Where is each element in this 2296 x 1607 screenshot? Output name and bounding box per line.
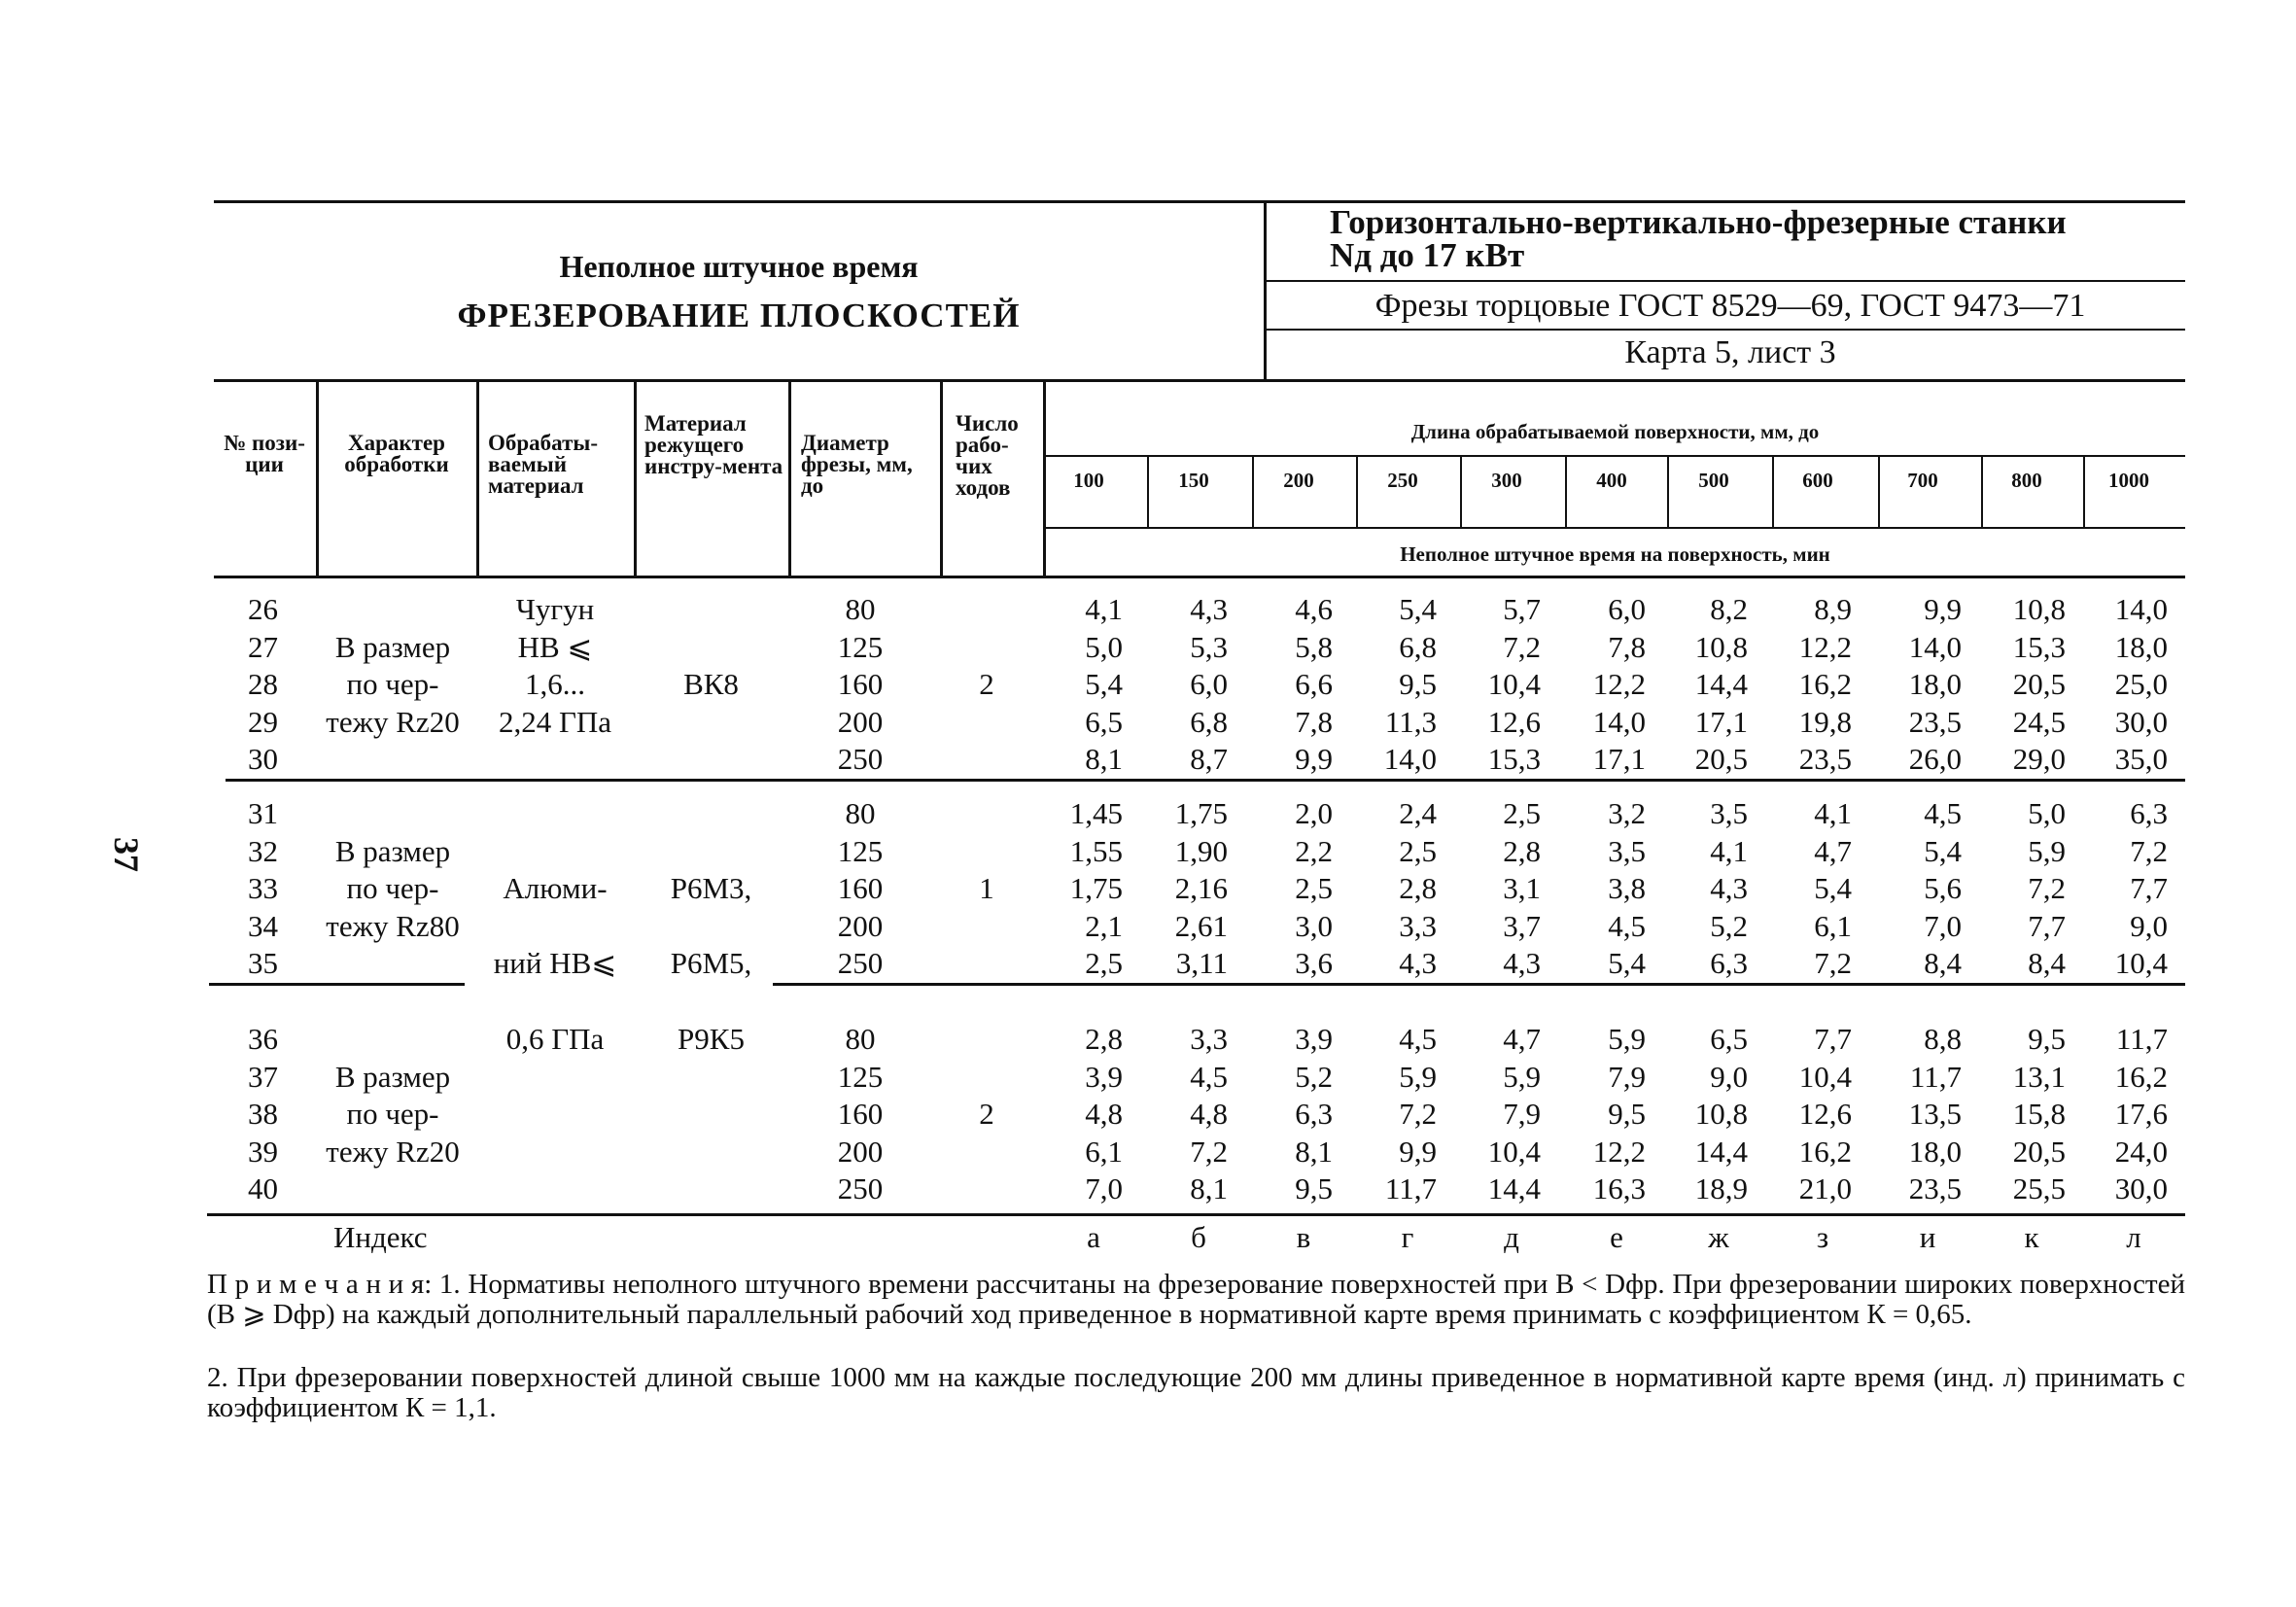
cutter-diameter: 80 <box>845 592 876 626</box>
length-divider <box>1356 455 1358 529</box>
time-value: 4,5 <box>1924 796 1962 830</box>
time-value: 13,1 <box>2012 1059 2066 1094</box>
time-value: 2,16 <box>1174 871 1228 905</box>
cutters-line: Фрезы торцовые ГОСТ 8529—69, ГОСТ 9473—71 <box>1374 288 2086 324</box>
time-value: 5,4 <box>1085 667 1123 701</box>
vline-1 <box>316 381 319 577</box>
time-value: 4,3 <box>1503 946 1541 980</box>
time-value: 5,6 <box>1924 871 1962 905</box>
length-header-1000: 1000 <box>2108 469 2149 492</box>
time-value: 18,0 <box>1908 1134 1962 1169</box>
cutter-diameter: 160 <box>837 871 884 905</box>
time-value: 15,3 <box>1487 742 1541 776</box>
processing-type: В размер <box>334 629 451 664</box>
time-value: 1,45 <box>1069 796 1123 830</box>
time-value: 4,1 <box>1085 592 1123 626</box>
length-values-rule <box>1043 527 2185 529</box>
time-value: 8,8 <box>1924 1022 1962 1056</box>
time-value: 6,0 <box>1608 592 1646 626</box>
work-material: ний НВ⩽ <box>493 946 617 980</box>
time-value: 6,3 <box>1710 946 1748 980</box>
time-value: 7,0 <box>1085 1171 1123 1205</box>
time-value: 8,2 <box>1710 592 1748 626</box>
length-divider <box>1460 455 1462 529</box>
time-value: 2,61 <box>1174 908 1228 943</box>
time-value: 16,2 <box>2114 1059 2168 1094</box>
time-value: 3,2 <box>1608 796 1646 830</box>
time-value: 8,4 <box>1924 946 1962 980</box>
time-value: 9,9 <box>1924 592 1962 626</box>
time-value: 17,6 <box>2114 1097 2168 1131</box>
length-label: Длина обрабатываемой поверхности, мм, до <box>1410 420 1820 443</box>
time-value: 2,8 <box>1399 871 1437 905</box>
time-value: 6,1 <box>1085 1134 1123 1169</box>
time-value: 4,3 <box>1710 871 1748 905</box>
time-value: 4,1 <box>1814 796 1852 830</box>
time-value: 4,8 <box>1190 1097 1228 1131</box>
position-number: 36 <box>248 1022 278 1056</box>
time-value: 9,5 <box>1295 1171 1333 1205</box>
length-header-150: 150 <box>1178 469 1209 492</box>
work-material: Чугун <box>515 592 595 626</box>
position-number: 30 <box>248 742 278 776</box>
machine-line-1: Горизонтально-вертикально-фрезерные станки <box>1330 203 2067 241</box>
length-divider <box>1565 455 1567 529</box>
processing-type: по чер- <box>346 871 439 905</box>
length-header-100: 100 <box>1073 469 1104 492</box>
cutter-diameter: 125 <box>837 833 884 868</box>
time-value: 7,2 <box>2130 833 2168 868</box>
time-value: 5,4 <box>1608 946 1646 980</box>
index-letter-в: в <box>1296 1220 1311 1254</box>
time-value: 19,8 <box>1798 704 1852 739</box>
time-value: 4,5 <box>1608 908 1646 943</box>
time-value: 14,4 <box>1487 1171 1541 1205</box>
length-header-600: 600 <box>1802 469 1833 492</box>
time-value: 7,8 <box>1608 629 1646 664</box>
position-number: 33 <box>248 871 278 905</box>
tool-material: Р6М3, <box>670 871 752 905</box>
time-value: 4,6 <box>1295 592 1333 626</box>
index-letter-г: г <box>1401 1220 1414 1254</box>
time-value: 5,8 <box>1295 629 1333 664</box>
work-material: 1,6... <box>525 667 585 701</box>
time-value: 8,9 <box>1814 592 1852 626</box>
time-value: 5,4 <box>1814 871 1852 905</box>
time-value: 9,5 <box>1399 667 1437 701</box>
length-divider <box>1252 455 1254 529</box>
time-value: 7,7 <box>2028 908 2066 943</box>
index-letter-а: а <box>1087 1220 1100 1254</box>
time-value: 35,0 <box>2114 742 2168 776</box>
time-value: 5,7 <box>1503 592 1541 626</box>
tool-material: ВК8 <box>683 667 739 701</box>
machine-heading <box>1330 203 2185 274</box>
cutter-diameter: 80 <box>845 1022 876 1056</box>
passes-count: 2 <box>979 667 994 701</box>
time-value: 24,0 <box>2114 1134 2168 1169</box>
processing-type: тежу Rz80 <box>326 908 460 943</box>
processing-type: тежу Rz20 <box>326 1134 460 1169</box>
page-title: Неполное штучное время <box>559 249 919 284</box>
time-value: 2,2 <box>1295 833 1333 868</box>
cutter-diameter: 200 <box>837 704 884 739</box>
time-value: 9,5 <box>1608 1097 1646 1131</box>
time-value: 6,6 <box>1295 667 1333 701</box>
time-value: 23,5 <box>1798 742 1852 776</box>
time-value: 4,3 <box>1399 946 1437 980</box>
time-value: 3,9 <box>1295 1022 1333 1056</box>
time-value: 5,9 <box>1503 1059 1541 1094</box>
time-value: 6,8 <box>1190 704 1228 739</box>
time-value: 1,55 <box>1069 833 1123 868</box>
card-line: Карта 5, лист 3 <box>1624 334 1836 370</box>
index-letter-е: е <box>1610 1220 1623 1254</box>
time-value: 3,9 <box>1085 1059 1123 1094</box>
time-value: 20,5 <box>1694 742 1748 776</box>
time-value: 18,0 <box>1908 667 1962 701</box>
length-divider <box>1981 455 1983 529</box>
time-value: 7,7 <box>2130 871 2168 905</box>
tool-material: Р9К5 <box>678 1022 745 1056</box>
position-number: 38 <box>248 1097 278 1131</box>
position-number: 27 <box>248 629 278 664</box>
time-value: 5,0 <box>1085 629 1123 664</box>
time-value: 12,2 <box>1798 629 1852 664</box>
work-material: НВ ⩽ <box>517 629 593 664</box>
index-label: Индекс <box>333 1220 428 1254</box>
columns-bottom-rule <box>214 576 2185 578</box>
position-number: 28 <box>248 667 278 701</box>
index-letter-и: и <box>1919 1220 1936 1254</box>
time-value: 5,9 <box>2028 833 2066 868</box>
length-header-250: 250 <box>1387 469 1418 492</box>
time-value: 4,3 <box>1190 592 1228 626</box>
time-value: 8,1 <box>1295 1134 1333 1169</box>
index-top-rule <box>207 1213 2185 1216</box>
time-value: 17,1 <box>1592 742 1646 776</box>
time-value: 3,7 <box>1503 908 1541 943</box>
time-value: 14,0 <box>2114 592 2168 626</box>
time-value: 5,9 <box>1608 1022 1646 1056</box>
time-value: 14,4 <box>1694 667 1748 701</box>
time-value: 13,5 <box>1908 1097 1962 1131</box>
time-value: 6,1 <box>1814 908 1852 943</box>
time-value: 14,0 <box>1908 629 1962 664</box>
time-label: Неполное штучное время на поверхность, мин <box>1400 542 1830 566</box>
position-number: 39 <box>248 1134 278 1169</box>
time-value: 29,0 <box>2012 742 2066 776</box>
time-value: 7,2 <box>1190 1134 1228 1169</box>
time-value: 8,4 <box>2028 946 2066 980</box>
time-value: 24,5 <box>2012 704 2066 739</box>
time-value: 14,4 <box>1694 1134 1748 1169</box>
time-value: 12,2 <box>1592 1134 1646 1169</box>
time-value: 6,3 <box>2130 796 2168 830</box>
time-value: 3,1 <box>1503 871 1541 905</box>
length-header-200: 200 <box>1283 469 1314 492</box>
time-value: 7,7 <box>1814 1022 1852 1056</box>
col-tool: Материал режущего инстру-мента <box>644 411 783 478</box>
cutter-diameter: 200 <box>837 908 884 943</box>
processing-type: по чер- <box>346 667 439 701</box>
length-header-500: 500 <box>1698 469 1729 492</box>
time-value: 7,8 <box>1295 704 1333 739</box>
time-value: 14,0 <box>1383 742 1437 776</box>
vline-3 <box>634 381 637 577</box>
vline-4 <box>788 381 791 577</box>
time-value: 2,5 <box>1085 946 1123 980</box>
time-value: 2,1 <box>1085 908 1123 943</box>
time-value: 4,1 <box>1710 833 1748 868</box>
cutter-diameter: 200 <box>837 1134 884 1169</box>
time-value: 14,0 <box>1592 704 1646 739</box>
time-value: 25,5 <box>2012 1171 2066 1205</box>
time-value: 11,7 <box>1384 1171 1437 1205</box>
time-value: 7,0 <box>1924 908 1962 943</box>
col-passes: Число рабо-чих ходов <box>956 411 1019 500</box>
work-material: 0,6 ГПа <box>505 1022 605 1056</box>
vline-2 <box>476 381 479 577</box>
cutter-diameter: 250 <box>837 1171 884 1205</box>
time-value: 7,9 <box>1503 1097 1541 1131</box>
position-number: 32 <box>248 833 278 868</box>
time-value: 11,7 <box>2115 1022 2168 1056</box>
length-divider <box>1878 455 1880 529</box>
time-value: 17,1 <box>1694 704 1748 739</box>
machine-line-2: Nд до 17 кВт <box>1330 236 1525 274</box>
time-value: 20,5 <box>2012 1134 2066 1169</box>
time-value: 7,2 <box>1399 1097 1437 1131</box>
time-value: 30,0 <box>2114 1171 2168 1205</box>
time-value: 8,1 <box>1190 1171 1228 1205</box>
header-bottom-rule <box>214 379 2185 382</box>
time-value: 6,5 <box>1710 1022 1748 1056</box>
time-value: 10,4 <box>1487 667 1541 701</box>
tool-material: Р6М5, <box>670 946 752 980</box>
group-rule-2a <box>209 983 465 986</box>
time-value: 10,8 <box>2012 592 2066 626</box>
time-value: 6,8 <box>1399 629 1437 664</box>
note-1: П р и м е ч а н и я: 1. Нормативы неполного штучного времени рассчитаны на фрезерование поверхностей при В < Dфр. При фрезеровании широких поверхностей (В ⩾ Dфр) на каждый дополнительный параллельный рабочий ход приведенное в нормативной карте время принимать с коэффициентом К = 0,65. <box>207 1269 2185 1330</box>
length-header-400: 400 <box>1596 469 1627 492</box>
header-rule-2 <box>1264 329 2185 331</box>
time-value: 6,5 <box>1085 704 1123 739</box>
time-value: 4,5 <box>1190 1059 1228 1094</box>
length-divider <box>2083 455 2085 529</box>
position-number: 31 <box>248 796 278 830</box>
vline-5 <box>940 381 943 577</box>
time-value: 4,8 <box>1085 1097 1123 1131</box>
processing-type: В размер <box>334 833 451 868</box>
time-value: 8,7 <box>1190 742 1228 776</box>
length-label-rule <box>1043 455 2185 457</box>
time-value: 5,4 <box>1399 592 1437 626</box>
time-value: 23,5 <box>1908 1171 1962 1205</box>
position-number: 26 <box>248 592 278 626</box>
time-value: 1,75 <box>1069 871 1123 905</box>
time-value: 3,5 <box>1710 796 1748 830</box>
time-value: 7,2 <box>1814 946 1852 980</box>
time-value: 3,3 <box>1399 908 1437 943</box>
time-value: 3,0 <box>1295 908 1333 943</box>
position-number: 34 <box>248 908 278 943</box>
col-mat: Обрабаты-ваемый материал <box>488 431 599 498</box>
time-value: 2,5 <box>1295 871 1333 905</box>
time-value: 18,0 <box>2114 629 2168 664</box>
length-header-800: 800 <box>2011 469 2042 492</box>
col-diam: Диаметр фрезы, мм, до <box>801 431 913 498</box>
length-header-300: 300 <box>1491 469 1522 492</box>
time-value: 23,5 <box>1908 704 1962 739</box>
time-value: 12,6 <box>1487 704 1541 739</box>
time-value: 15,3 <box>2012 629 2066 664</box>
note-2: 2. При фрезеровании поверхностей длиной свыше 1000 мм на каждые последующие 200 мм длины приведенное в нормативной карте время (инд. л) принимать с коэффициентом К = 1,1. <box>207 1362 2185 1423</box>
time-value: 3,3 <box>1190 1022 1228 1056</box>
cutter-diameter: 125 <box>837 1059 884 1094</box>
time-value: 4,7 <box>1814 833 1852 868</box>
time-value: 3,6 <box>1295 946 1333 980</box>
time-value: 10,4 <box>1798 1059 1852 1094</box>
time-value: 2,8 <box>1085 1022 1123 1056</box>
time-value: 5,0 <box>2028 796 2066 830</box>
time-value: 9,0 <box>2130 908 2168 943</box>
time-value: 16,2 <box>1798 667 1852 701</box>
time-value: 30,0 <box>2114 704 2168 739</box>
time-value: 6,3 <box>1295 1097 1333 1131</box>
index-letter-ж: ж <box>1708 1220 1729 1254</box>
time-value: 5,2 <box>1710 908 1748 943</box>
header-rule-1 <box>1264 280 2185 282</box>
time-value: 5,3 <box>1190 629 1228 664</box>
index-letter-з: з <box>1816 1220 1829 1254</box>
time-value: 4,7 <box>1503 1022 1541 1056</box>
time-value: 3,11 <box>1175 946 1228 980</box>
time-value: 7,2 <box>2028 871 2066 905</box>
time-value: 5,4 <box>1924 833 1962 868</box>
time-value: 9,0 <box>1710 1059 1748 1094</box>
time-value: 18,9 <box>1694 1171 1748 1205</box>
time-value: 5,2 <box>1295 1059 1333 1094</box>
col-pos: № пози-ции <box>224 431 305 476</box>
cutter-diameter: 125 <box>837 629 884 664</box>
time-value: 9,9 <box>1399 1134 1437 1169</box>
position-number: 40 <box>248 1171 278 1205</box>
time-value: 10,4 <box>2114 946 2168 980</box>
position-number: 29 <box>248 704 278 739</box>
time-value: 2,5 <box>1503 796 1541 830</box>
time-value: 7,2 <box>1503 629 1541 664</box>
time-value: 9,5 <box>2028 1022 2066 1056</box>
time-value: 2,0 <box>1295 796 1333 830</box>
time-value: 11,3 <box>1384 704 1437 739</box>
time-value: 26,0 <box>1908 742 1962 776</box>
length-divider <box>1667 455 1669 529</box>
time-value: 11,7 <box>1909 1059 1962 1094</box>
header-divider <box>1264 200 1267 380</box>
time-value: 3,5 <box>1608 833 1646 868</box>
time-value: 2,8 <box>1503 833 1541 868</box>
time-value: 1,75 <box>1174 796 1228 830</box>
time-value: 2,5 <box>1399 833 1437 868</box>
cutter-diameter: 160 <box>837 667 884 701</box>
index-letter-б: б <box>1191 1220 1206 1254</box>
time-value: 4,5 <box>1399 1022 1437 1056</box>
index-letter-к: к <box>2024 1220 2039 1254</box>
position-number: 37 <box>248 1059 278 1094</box>
length-divider <box>1147 455 1149 529</box>
time-value: 25,0 <box>2114 667 2168 701</box>
time-value: 10,4 <box>1487 1134 1541 1169</box>
time-value: 3,8 <box>1608 871 1646 905</box>
col-char: Характер обработки <box>344 431 449 476</box>
time-value: 10,8 <box>1694 1097 1748 1131</box>
group-rule-1 <box>226 779 2185 782</box>
time-value: 2,4 <box>1399 796 1437 830</box>
work-material: Алюми- <box>503 871 608 905</box>
time-value: 6,0 <box>1190 667 1228 701</box>
time-value: 15,8 <box>2012 1097 2066 1131</box>
time-value: 10,8 <box>1694 629 1748 664</box>
index-letter-л: л <box>2126 1220 2141 1254</box>
time-value: 7,9 <box>1608 1059 1646 1094</box>
time-value: 12,6 <box>1798 1097 1852 1131</box>
page-number: 37 <box>107 837 146 872</box>
position-number: 35 <box>248 946 278 980</box>
length-header-700: 700 <box>1907 469 1938 492</box>
index-letter-д: д <box>1504 1220 1519 1254</box>
vline-6 <box>1043 381 1046 577</box>
page-subtitle: ФРЕЗЕРОВАНИЕ ПЛОСКОСТЕЙ <box>457 297 1021 334</box>
cutter-diameter: 250 <box>837 742 884 776</box>
time-value: 9,9 <box>1295 742 1333 776</box>
time-value: 5,9 <box>1399 1059 1437 1094</box>
time-value: 8,1 <box>1085 742 1123 776</box>
processing-type: по чер- <box>346 1097 439 1131</box>
group-rule-2b <box>773 983 2185 986</box>
length-divider <box>1772 455 1774 529</box>
processing-type: тежу Rz20 <box>326 704 460 739</box>
time-value: 21,0 <box>1798 1171 1852 1205</box>
passes-count: 2 <box>979 1097 994 1131</box>
time-value: 16,2 <box>1798 1134 1852 1169</box>
time-value: 20,5 <box>2012 667 2066 701</box>
processing-type: В размер <box>334 1059 451 1094</box>
cutter-diameter: 250 <box>837 946 884 980</box>
cutter-diameter: 160 <box>837 1097 884 1131</box>
time-value: 12,2 <box>1592 667 1646 701</box>
passes-count: 1 <box>979 871 994 905</box>
time-value: 1,90 <box>1174 833 1228 868</box>
time-value: 16,3 <box>1592 1171 1646 1205</box>
work-material: 2,24 ГПа <box>498 704 612 739</box>
cutter-diameter: 80 <box>845 796 876 830</box>
